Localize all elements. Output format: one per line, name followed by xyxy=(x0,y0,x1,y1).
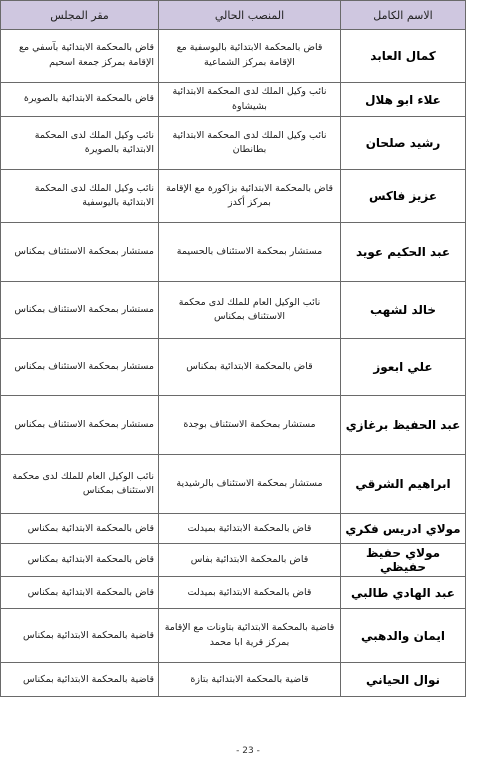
table-row xyxy=(1,455,466,514)
table-row xyxy=(1,609,466,663)
table-row xyxy=(1,663,466,697)
header-current-position: المنصب الحالي xyxy=(159,1,341,30)
current-position-cell: قاضية بالمحكمة الابتدائية بتازة xyxy=(159,663,341,697)
current-position-cell: مستشار بمحكمة الاستئناف بالحسيمة xyxy=(159,223,341,282)
full-name-cell: ايمان والدهبي xyxy=(341,609,466,663)
current-position-cell: قاض بالمحكمة الابتدائية بفاس xyxy=(159,544,341,577)
current-position-cell: قاض بالمحكمة الابتدائية بمكناس xyxy=(159,339,341,396)
table-row xyxy=(1,577,466,609)
table-row xyxy=(1,396,466,455)
full-name-cell: خالد لشهب xyxy=(341,282,466,339)
full-name-cell: نوال الحياني xyxy=(341,663,466,697)
current-position-cell: قاض بالمحكمة الابتدائية بميدلت xyxy=(159,514,341,544)
page-number: - 23 - xyxy=(236,746,260,756)
current-position-cell: قاض بالمحكمة الابتدائية بميدلت xyxy=(159,577,341,609)
table-row xyxy=(1,514,466,544)
full-name-cell: مولاي حفيظ حفيظي xyxy=(341,544,466,577)
header-row xyxy=(1,1,466,30)
current-position-cell: مستشار بمحكمة الاستئناف بالرشيدية xyxy=(159,455,341,514)
table-row xyxy=(1,170,466,223)
table-row xyxy=(1,544,466,577)
table-row xyxy=(1,117,466,170)
council-seat-cell: قاضية بالمحكمة الابتدائية بمكناس xyxy=(1,609,159,663)
full-name-cell: عزيز فاكس xyxy=(341,170,466,223)
council-seat-cell: نائب وكيل الملك لدى المحكمة الابتدائية بالصويرة xyxy=(1,117,159,170)
full-name-cell: علي ابعوز xyxy=(341,339,466,396)
full-name-cell: ابراهيم الشرقي xyxy=(341,455,466,514)
council-seat-cell: نائب وكيل الملك لدى المحكمة الابتدائية باليوسفية xyxy=(1,170,159,223)
current-position-cell: قاضية بالمحكمة الابتدائية بتاونات مع الإقامة بمركز قرية ابا محمد xyxy=(159,609,341,663)
council-seat-cell: قاض بالمحكمة الابتدائية بآسفي مع الإقامة بمركز جمعة اسحيم xyxy=(1,30,159,83)
full-name-cell: عبد الحفيظ برغازي xyxy=(341,396,466,455)
table-row xyxy=(1,30,466,83)
table-row xyxy=(1,223,466,282)
table-row xyxy=(1,83,466,117)
council-seat-cell: قاض بالمحكمة الابتدائية بمكناس xyxy=(1,577,159,609)
current-position-cell: نائب الوكيل العام للملك لدى محكمة الاستئناف بمكناس xyxy=(159,282,341,339)
full-name-cell: مولاي ادريس فكري xyxy=(341,514,466,544)
council-seat-cell: قاض بالمحكمة الابتدائية بالصويرة xyxy=(1,83,159,117)
full-name-cell: كمال العابد xyxy=(341,30,466,83)
current-position-cell: نائب وكيل الملك لدى المحكمة الابتدائية بطانطان xyxy=(159,117,341,170)
table-row xyxy=(1,282,466,339)
council-seat-cell: قاضية بالمحكمة الابتدائية بمكناس xyxy=(1,663,159,697)
full-name-cell: علاء ابو هلال xyxy=(341,83,466,117)
full-name-cell: عبد الهادي طالبي xyxy=(341,577,466,609)
current-position-cell: قاض بالمحكمة الابتدائية بزاكورة مع الإقامة بمركز أكدز xyxy=(159,170,341,223)
current-position-cell: مستشار بمحكمة الاستئناف بوجدة xyxy=(159,396,341,455)
header-full-name: الاسم الكامل xyxy=(341,1,466,30)
full-name-cell: عبد الحكيم عويد xyxy=(341,223,466,282)
council-seat-cell: قاض بالمحكمة الابتدائية بمكناس xyxy=(1,544,159,577)
council-seat-cell: نائب الوكيل العام للملك لدى محكمة الاستئناف بمكناس xyxy=(1,455,159,514)
council-seat-cell: مستشار بمحكمة الاستئناف بمكناس xyxy=(1,223,159,282)
current-position-cell: نائب وكيل الملك لدى المحكمة الابتدائية بشيشاوة xyxy=(159,83,341,117)
council-seat-cell: مستشار بمحكمة الاستئناف بمكناس xyxy=(1,396,159,455)
current-position-cell: قاض بالمحكمة الابتدائية باليوسفية مع الإقامة بمركز الشماعية xyxy=(159,30,341,83)
council-seat-cell: مستشار بمحكمة الاستئناف بمكناس xyxy=(1,339,159,396)
council-seat-cell: قاض بالمحكمة الابتدائية بمكناس xyxy=(1,514,159,544)
table-row xyxy=(1,339,466,396)
council-seat-cell: مستشار بمحكمة الاستئناف بمكناس xyxy=(1,282,159,339)
header-council-seat: مقر المجلس xyxy=(1,1,159,30)
full-name-cell: رشيد صلحان xyxy=(341,117,466,170)
